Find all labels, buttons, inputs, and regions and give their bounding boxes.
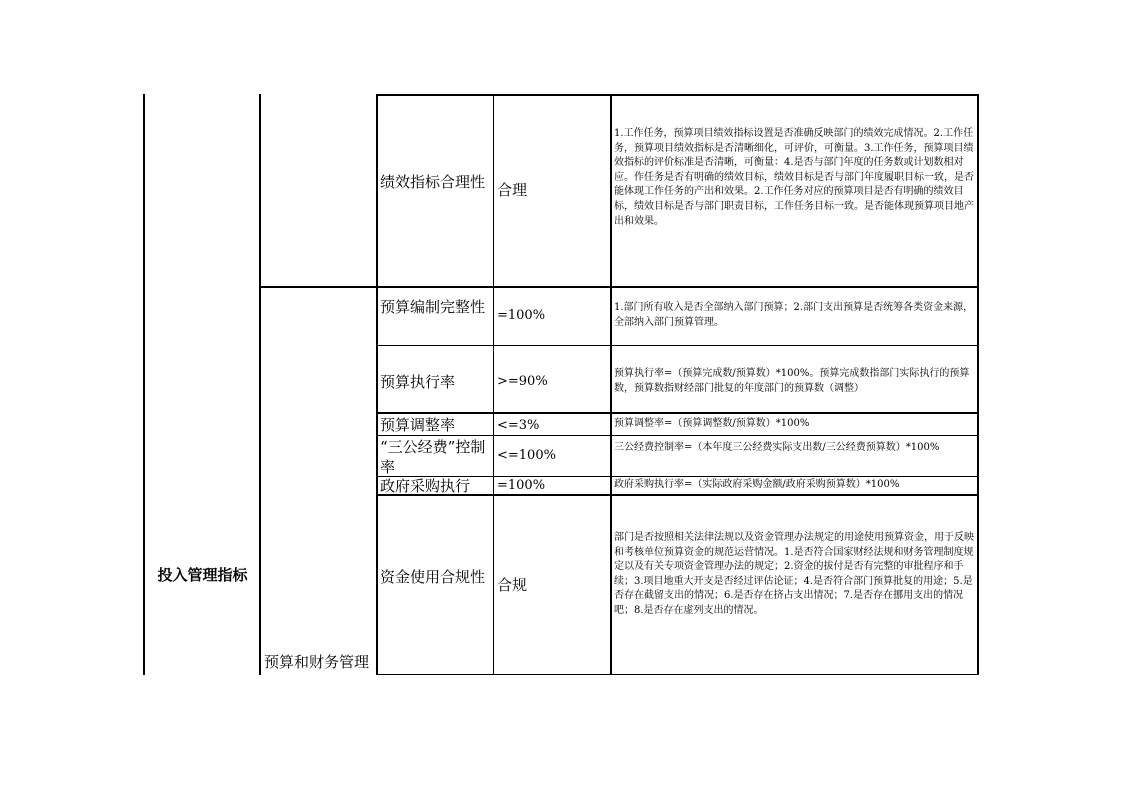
table-divider-subcategory <box>376 94 378 675</box>
indicator-value: 合理 <box>497 181 528 199</box>
indicator-name: 预算调整率 <box>380 416 456 434</box>
indicator-value: <=3% <box>497 418 540 433</box>
indicator-value: =100% <box>497 478 546 493</box>
table-border-left <box>143 94 145 675</box>
indicator-name: 绩效指标合理性 <box>380 173 486 191</box>
indicator-description: 预算执行率=（预算完成数/预算数）*100%。预算完成数指部门实际执行的预算数，预算数指财经部门批复的年度部门的预算数（调整） <box>614 368 970 394</box>
row-separator <box>376 435 979 436</box>
indicator-description: 1.部门所有收入是否全部纳入部门预算；2.部门支出预算是否统筹各类资金来源，全部纳入部门预算管理。 <box>614 302 974 328</box>
row-separator <box>376 345 979 346</box>
indicator-name: “三公经费”控制率 <box>380 438 486 476</box>
indicator-value: <=100% <box>497 448 556 463</box>
indicator-value: >=90% <box>497 374 548 389</box>
indicator-name: 预算执行率 <box>380 373 456 391</box>
subcategory-label: 预算和财务管理 <box>264 653 370 671</box>
indicator-value: =100% <box>497 308 546 323</box>
table-divider-name <box>493 94 494 675</box>
category-label: 投入管理指标 <box>157 566 248 584</box>
row-separator-subcategory <box>259 286 979 288</box>
row-separator <box>376 412 979 414</box>
indicator-description: 三公经费控制率=（本年度三公经费实际支出数/三公经费预算数）*100% <box>614 442 940 453</box>
indicator-name: 资金使用合规性 <box>380 568 486 586</box>
indicator-description: 1.工作任务，预算项目绩效指标设置是否准确反映部门的绩效完成情况。2.工作任务，预算项目绩效指标是否清晰细化，可评价，可衡量。3.工作任务，预算项目绩效指标的评价标准是否清晰，可衡量：4.是否与部门年度的任务数或计划数相对应。作任务是否有明确的绩效目标，绩效目标是否与部门年度履职目标一致，是否能体现工作任务的产出和效果。2.工作任务对应的预算项目是否有明确的绩效目标，绩效目标是否与部门职责目标，工作任务目标一致。是否能体现预算项目地产出和效果。 <box>614 128 974 227</box>
table-border-top <box>376 94 979 96</box>
indicator-value: 合规 <box>497 576 528 594</box>
indicator-description: 预算调整率=（预算调整数/预算数）*100% <box>614 418 810 429</box>
table-border-right <box>977 94 979 675</box>
table-divider-value <box>610 94 612 675</box>
indicator-name: 政府采购执行 <box>380 477 471 495</box>
indicator-name: 预算编制完整性 <box>380 298 486 316</box>
table-border-bottom <box>376 674 979 675</box>
indicator-description: 政府采购执行率=（实际政府采购金额/政府采购预算数）*100% <box>614 479 900 490</box>
table-divider-category <box>259 94 261 675</box>
indicator-description: 部门是否按照相关法律法规以及资金管理办法规定的用途使用预算资金，用于反映和考核单位预算资金的规范运营情况。1.是否符合国家财经法规和财务管理制度规定以及有关专项资金管理办法的规定；2.资金的拔付是否有完整的审批程序和手续；3.项目地重大开支是否经过评估论证；4.是否符合部门预算批复的用途；5.是否存在截留支出的情况；6.是否存在挤占支出情况；7.是否存在挪用支出的情况吧；8.是否存在虚列支出的情况。 <box>614 532 974 616</box>
